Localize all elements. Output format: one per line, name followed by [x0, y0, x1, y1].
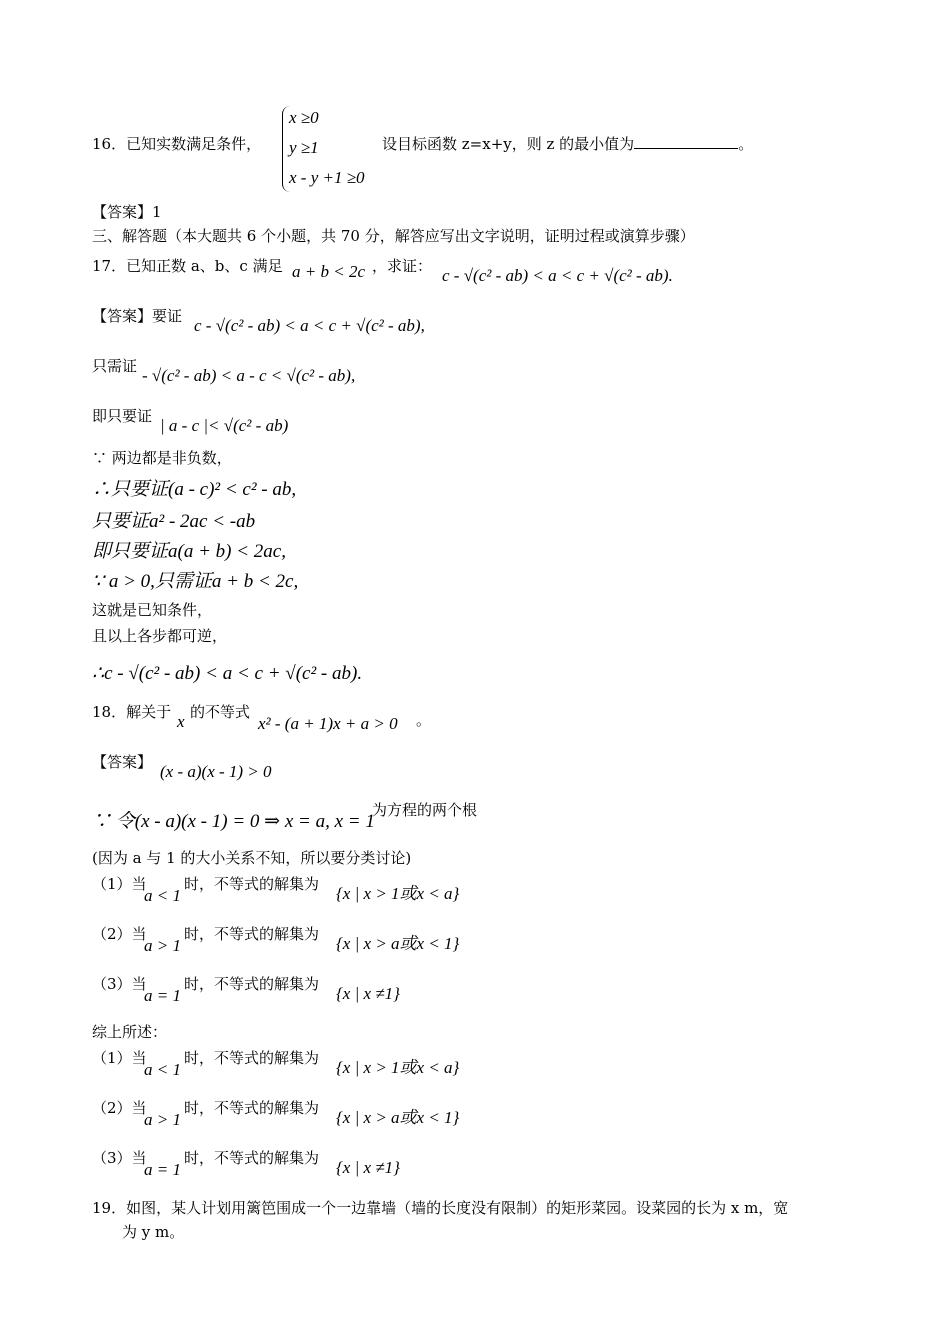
case2-2-cond: a > 1	[144, 1110, 181, 1129]
case2-2-text: 时，不等式的解集为	[184, 1099, 320, 1117]
case2-1-num: （1）当	[92, 1049, 147, 1067]
ans18-math: (x - a)(x - 1) > 0	[160, 762, 272, 781]
ans17-l10: 且以上各步都可逆，	[92, 627, 228, 645]
q18-prefix: 18．解关于	[92, 703, 172, 721]
case2-1-text: 时，不等式的解集为	[184, 1049, 320, 1067]
case2-1-cond: a < 1	[144, 1060, 181, 1079]
q17-claim: c - √(c² - ab) < a < c + √(c² - ab).	[442, 266, 673, 285]
constraint-3: x - y +1 ≥0	[289, 168, 365, 187]
case-1-text: 时，不等式的解集为	[184, 875, 320, 893]
q16-constraint-system	[282, 106, 383, 192]
q18-end: 。	[416, 711, 432, 729]
section-3-heading: 三、解答题（本大题共 6 个小题，共 70 分，解答应写出文字说明，证明过程或演算步骤）	[92, 227, 695, 245]
ans17-l3-math: | a - c |< √(c² - ab)	[160, 416, 289, 435]
ans17-l1-math: c - √(c² - ab) < a < c + √(c² - ab),	[194, 316, 425, 335]
answer-blank	[634, 134, 738, 149]
ans18-note: (因为 a 与 1 的大小关系不知，所以要分类讨论)	[92, 849, 412, 867]
ans17-l11: ∴c - √(c² - ab) < a < c + √(c² - ab).	[92, 663, 363, 684]
ans17-l4: ∵ 两边都是非负数，	[92, 449, 232, 467]
case-3-set: {x | x ≠1}	[336, 984, 400, 1003]
q16-suffix-text: 设目标函数 z=x+y，则 z 的最小值为	[382, 135, 635, 153]
constraint-2: y ≥1	[289, 138, 319, 157]
ans17-l7: 即只要证a(a + b) < 2ac,	[92, 541, 286, 562]
q16-end: 。	[738, 135, 754, 153]
ans18-roots-math: ∵ 令(x - a)(x - 1) = 0 ⇒ x = a, x = 1	[92, 811, 375, 832]
case-1-set: {x | x > 1或x < a}	[336, 884, 460, 903]
ans17-l1-label: 【答案】要证	[92, 307, 183, 325]
case-1-cond: a < 1	[144, 886, 181, 905]
summary-label: 综上所述：	[92, 1023, 168, 1041]
case-2-text: 时，不等式的解集为	[184, 925, 320, 943]
case-3-text: 时，不等式的解集为	[184, 975, 320, 993]
constraint-1: x ≥0	[289, 108, 319, 127]
case-2-cond: a > 1	[144, 936, 181, 955]
ans17-l5: ∴只要证(a - c)² < c² - ab,	[92, 479, 297, 500]
case-2-num: （2）当	[92, 925, 147, 943]
ans18-roots-text: 为方程的两个根	[372, 801, 478, 819]
q17-condition: a + b < 2c	[292, 262, 365, 281]
q18-mid: 的不等式	[190, 703, 251, 721]
ans17-l9: 这就是已知条件，	[92, 601, 213, 619]
case2-1-set: {x | x > 1或x < a}	[336, 1058, 460, 1077]
q19-line-1: 19．如图，某人计划用篱笆围成一个一边靠墙（墙的长度没有限制）的矩形菜园。设菜园的长为 x m，宽	[92, 1199, 789, 1217]
ans18-label: 【答案】	[92, 753, 153, 771]
q17-mid: ，求证：	[372, 257, 433, 275]
ans17-l6: 只要证a² - 2ac < -ab	[92, 511, 256, 532]
ans17-l2-math: - √(c² - ab) < a - c < √(c² - ab),	[142, 366, 356, 385]
case2-2-set: {x | x > a或x < 1}	[336, 1108, 460, 1127]
case2-3-num: （3）当	[92, 1149, 147, 1167]
case2-3-set: {x | x ≠1}	[336, 1158, 400, 1177]
q16-prefix: 16．已知实数满足条件，	[92, 135, 262, 153]
q16-suffix	[382, 134, 753, 154]
case-1-num: （1）当	[92, 875, 147, 893]
answer-16: 【答案】1	[92, 203, 162, 221]
ans17-l3-label: 即只要证	[92, 407, 153, 425]
case-2-set: {x | x > a或x < 1}	[336, 934, 460, 953]
q18-var: x	[177, 712, 185, 731]
ans17-l8: ∵ a > 0,只需证a + b < 2c,	[92, 571, 299, 592]
q19-line-2: 为 y m。	[122, 1223, 185, 1241]
q18-inequality: x² - (a + 1)x + a > 0	[258, 714, 398, 733]
case-3-num: （3）当	[92, 975, 147, 993]
ans17-l2-label: 只需证	[92, 357, 138, 375]
case2-2-num: （2）当	[92, 1099, 147, 1117]
case-3-cond: a = 1	[144, 986, 181, 1005]
case2-3-text: 时，不等式的解集为	[184, 1149, 320, 1167]
case2-3-cond: a = 1	[144, 1160, 181, 1179]
q17-prefix: 17．已知正数 a、b、c 满足	[92, 257, 283, 275]
